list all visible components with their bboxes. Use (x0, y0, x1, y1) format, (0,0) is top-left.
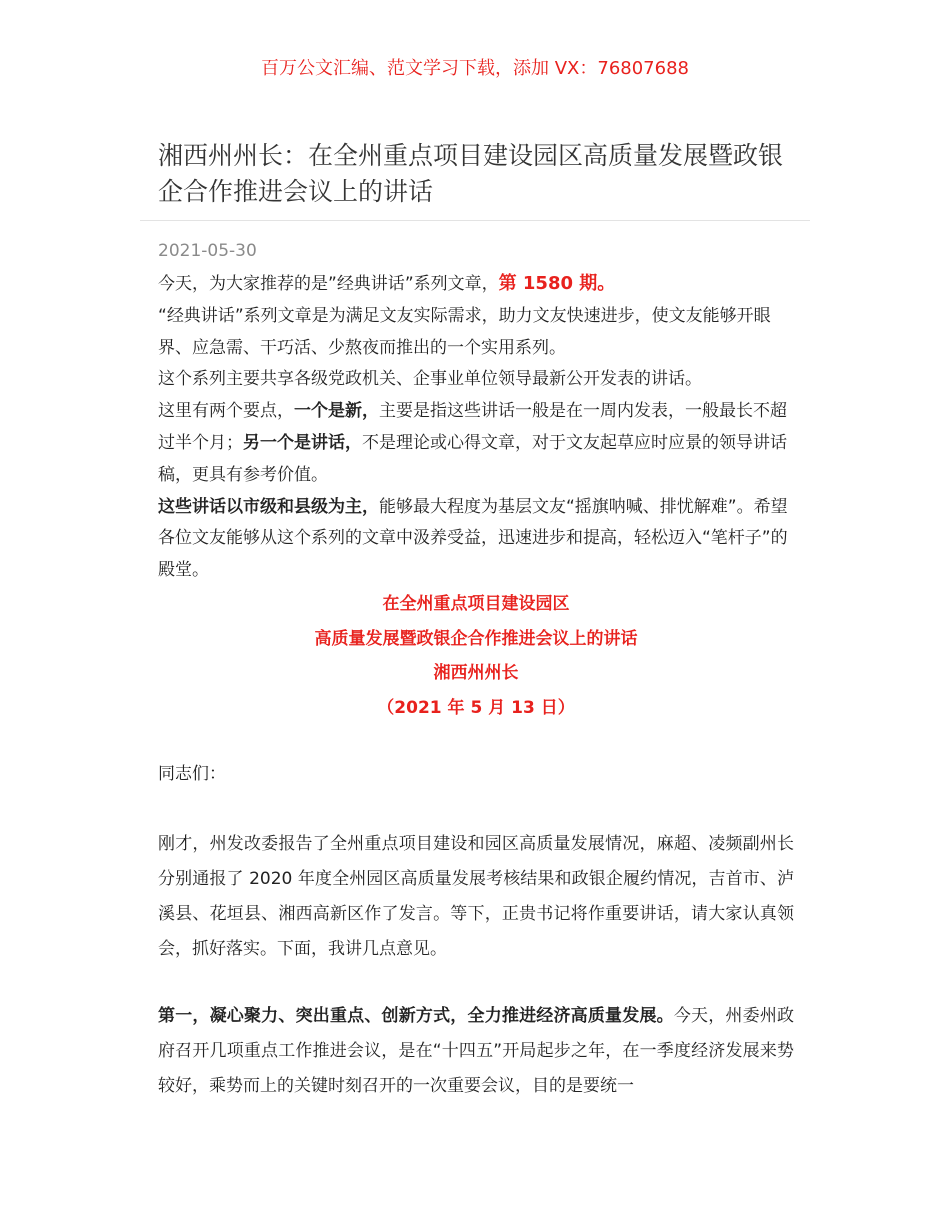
intro-text: 能够最大程度为基层文友“摇旗呐喊、排忧解难”。希望各位文友能够从这个系列的文章中汲养受益，迅速进步和提高，轻松迈入“笔杆子”的殿堂。 (158, 496, 788, 581)
speech-paragraph-1: 刚才，州发改委报告了全州重点项目建设和园区高质量发展情况，麻超、凌频副州长分别通报了 2020 年度全州园区高质量发展考核结果和政银企履约情况，吉首市、泸溪县、花垣县、湘西高新区作了发言。等下，正贵书记将作重要讲话，请大家认真领会，抓好落实。下面，我讲几点意见。 (158, 834, 794, 959)
intro-text: 今天，为大家推荐的是” (158, 274, 337, 294)
intro-line-3: 这个系列主要共享各级党政机关、企事业单位领导最新公开发表的讲话。 (158, 369, 702, 390)
salutation: 同志们： (158, 764, 226, 784)
issue-number: 第 1580 期。 (498, 273, 616, 294)
speech-title-line-1: 在全州重点项目建设园区 (382, 594, 570, 614)
intro-text: “ (158, 305, 167, 326)
intro-line-2 (158, 301, 794, 365)
speech-speaker: 湘西州州长 (433, 663, 519, 683)
intro-text: ”系列文章是为满足文友实际需求，助力文友快速进步，使文友能够开眼界、应急需、干巧活、少熬夜而推出的一个实用系列。 (158, 305, 771, 358)
section-heading: 第一，凝心聚力、突出重点、创新方式，全力推进经济高质量发展。 (158, 1006, 674, 1026)
article-title: 湘西州州长：在全州重点项目建设园区高质量发展暨政银企合作推进会议上的讲话 (158, 141, 784, 206)
key-point-3: 这些讲话以市级和县级为主， (158, 496, 379, 517)
paragraph-text: 今天，州委州政府召开几项重点工作推进会议，是在“十四五”开局起步之年，在一季度经济发展来势较好，乘势而上的关键时刻召开的一次重要会议，目的是要统一 (158, 1006, 795, 1096)
promo-banner: 百万公文汇编、范文学习下载，添加 VX：76807688 (261, 58, 689, 79)
series-name: 经典讲话 (336, 274, 405, 294)
intro-line-4 (158, 396, 794, 491)
key-point-2: 另一个是讲话， (243, 432, 362, 453)
speech-date: （2021 年 5 月 13 日） (377, 697, 575, 718)
title-divider (140, 220, 810, 221)
publish-date: 2021-05-30 (158, 241, 257, 261)
intro-text: 这里有两个要点， (158, 401, 294, 422)
intro-line-1 (158, 268, 794, 301)
speech-title-line-2: 高质量发展暨政银企合作推进会议上的讲话 (314, 628, 638, 649)
intro-text: 不是理论或心得文章，对于文友起草应时应景的领导讲话稿，更具有参考价值。 (158, 432, 787, 485)
speech-header (158, 587, 794, 725)
key-point-1: 一个是新， (294, 401, 379, 422)
intro-text: 主要是指这些讲话一般是在一周内发表，一般最长不超过半个月； (158, 401, 787, 453)
series-intro (158, 268, 794, 587)
intro-line-5 (158, 492, 794, 587)
intro-text: ”系列文章， (404, 274, 499, 294)
series-name: 经典讲话 (166, 305, 235, 326)
speech-paragraph-2 (158, 999, 794, 1104)
